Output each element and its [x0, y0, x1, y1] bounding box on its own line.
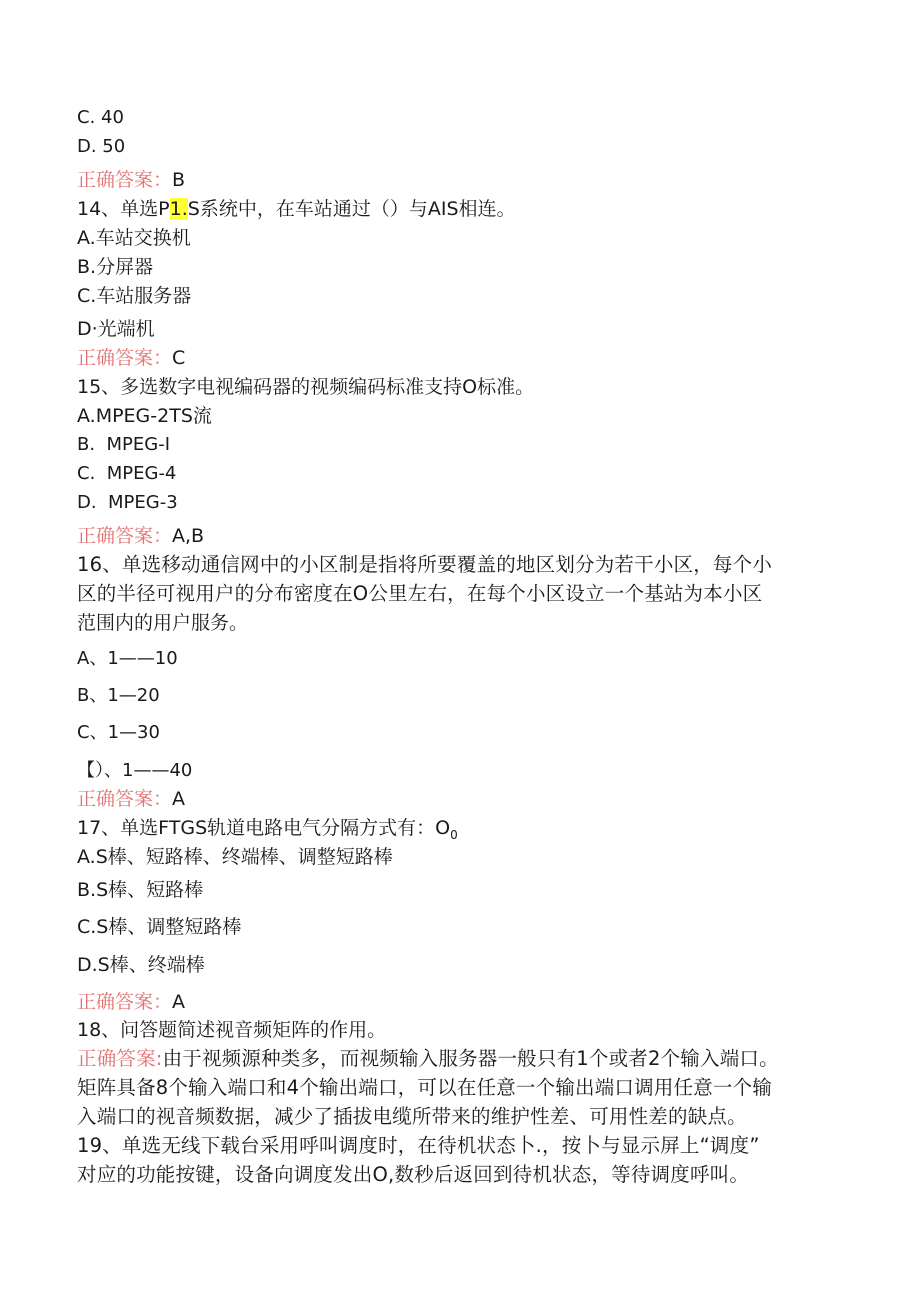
- q18-answer-line-2: 矩阵具备8个输入端口和4个输出端口，可以在任意一个输出端口调用任意一个输: [77, 1076, 773, 1099]
- q16-stem-line-3: 范围内的用户服务。: [77, 612, 249, 634]
- answer-label: 正确答案:: [77, 1047, 163, 1070]
- answer-label: 正确答案：: [77, 347, 173, 369]
- answer-label: 正确答案：: [77, 788, 173, 810]
- q13-option-d: D. 50: [77, 136, 126, 157]
- q19-stem-line-1: 19、单选无线下载台采用呼叫调度时，在待机状态卜.，按卜与显示屏上“调度”: [77, 1134, 760, 1157]
- q17-stem: [77, 816, 458, 847]
- q14-stem-end: S系统中，在车站通过（）与AIS相连。: [187, 198, 516, 220]
- q15-option-a: A.MPEG-2TS流: [77, 405, 212, 427]
- answer-text: 由于视频源种类多，而视频输入服务器一般只有1个或者2个输入端口。: [162, 1047, 779, 1070]
- answer-value: B: [172, 169, 186, 191]
- q16-stem-line-2: 区的半径可视用户的分布密度在O公里左右，在每个小区设立一个基站为本小区: [77, 582, 763, 605]
- q14-option-a: A.车站交换机: [77, 227, 191, 249]
- answer-value: A,B: [172, 525, 205, 547]
- q15-option-d: D. MPEG-3: [77, 492, 178, 513]
- q15-option-b: B. MPEG-I: [77, 434, 171, 455]
- q18-stem: 18、问答题简述视音频矩阵的作用。: [77, 1019, 387, 1041]
- q14-option-c: C.车站服务器: [77, 285, 192, 307]
- q13-answer: [77, 168, 185, 192]
- answer-label: 正确答案：: [77, 525, 173, 547]
- answer-value: A: [172, 788, 186, 810]
- q14-option-b: B.分屏器: [77, 256, 154, 278]
- q16-stem-line-1: 16、单选移动通信网中的小区制是指将所要覆盖的地区划分为若干小区，每个小: [77, 553, 773, 576]
- q17-stem-text: 17、单选FTGS轨道电路电气分隔方式有：O: [77, 817, 451, 839]
- answer-label: 正确答案：: [77, 991, 173, 1013]
- q14-answer: [77, 346, 185, 370]
- q16-option-a: A、1——10: [77, 648, 178, 669]
- q16-option-b: B、1—20: [77, 685, 160, 706]
- q18-answer-line-3: 入端口的视音频数据，减少了插拔电缆所带来的维护性差、可用性差的缺点。: [77, 1105, 747, 1128]
- answer-value: A: [172, 991, 186, 1013]
- answer-value: C: [172, 347, 186, 369]
- q16-option-d: 【）、1——40: [77, 760, 193, 781]
- q19-stem-line-2: 对应的功能按键，设备向调度发出O,数秒后返回到待机状态，等待调度呼叫。: [77, 1163, 750, 1186]
- q15-option-c: C. MPEG-4: [77, 463, 177, 484]
- q17-option-b: B.S棒、短路棒: [77, 879, 204, 901]
- q17-option-c: C.S棒、调整短路棒: [77, 916, 242, 938]
- q14-stem-start: 14、单选P: [77, 198, 170, 220]
- q16-answer: [77, 787, 185, 811]
- q15-answer: [77, 524, 204, 548]
- answer-label: 正确答案：: [77, 169, 173, 191]
- q14-option-d: D·光端机: [77, 318, 155, 340]
- q18-answer-line-1: [77, 1047, 779, 1071]
- q14-stem: [77, 197, 516, 221]
- q17-stem-subscript: 0: [450, 827, 458, 842]
- q17-option-d: D.S棒、终端棒: [77, 954, 205, 976]
- q17-option-a: A.S棒、短路棒、终端棒、调整短路棒: [77, 846, 393, 868]
- q17-answer: [77, 990, 185, 1014]
- q15-stem: 15、多选数字电视编码器的视频编码标准支持O标准。: [77, 376, 535, 398]
- q16-option-c: C、1—30: [77, 722, 160, 743]
- q14-stem-highlight: 1.: [169, 198, 188, 220]
- q13-option-c: C. 40: [77, 107, 124, 128]
